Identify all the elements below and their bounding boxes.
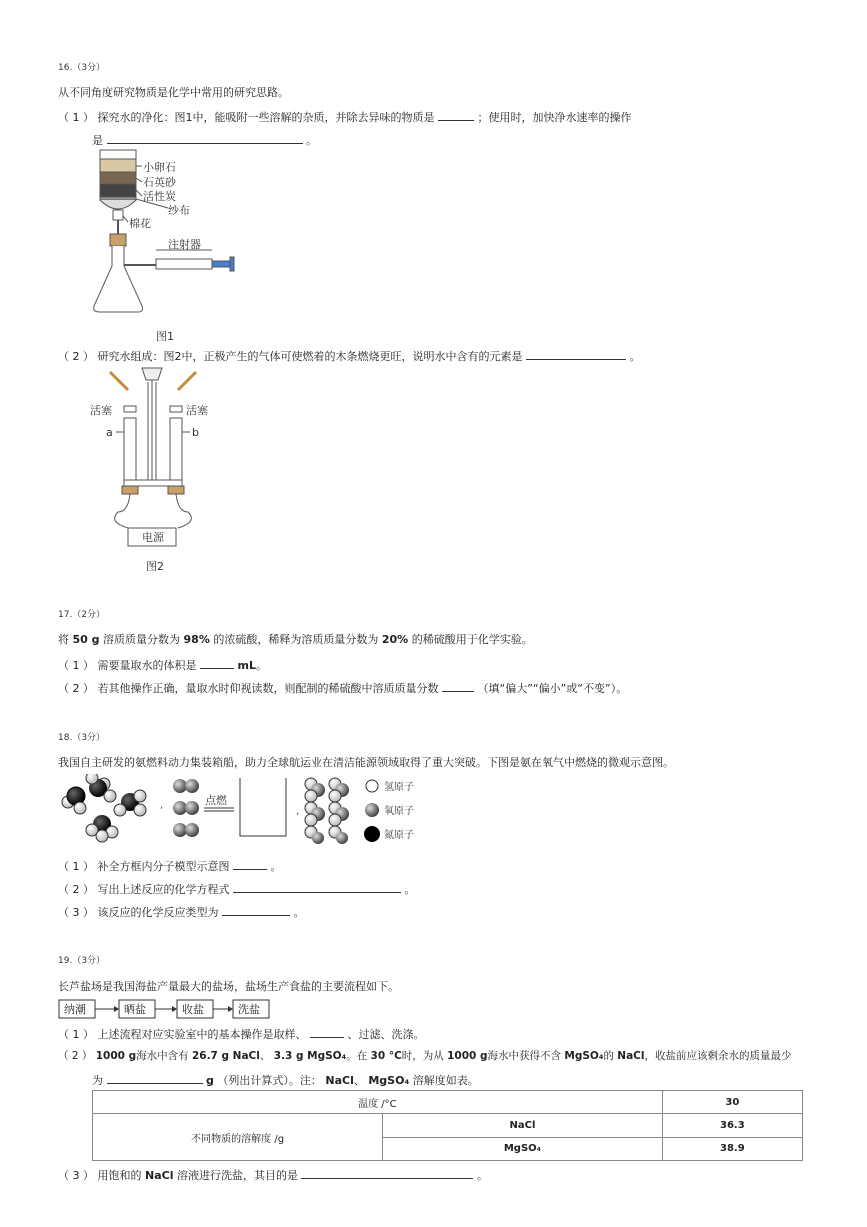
text: 的稀硫酸用于化学实验。 — [411, 633, 533, 646]
text: 海水中获得不含 — [487, 1050, 562, 1062]
table-cell-temperature: 30 — [662, 1091, 802, 1114]
oxygen-atom-icon — [365, 803, 379, 817]
text: 溶解度如表。 — [412, 1074, 479, 1087]
answer-blank[interactable] — [438, 109, 474, 121]
label-quartz-sand: 石英砂 — [143, 176, 176, 189]
arrow-right-icon — [228, 1006, 233, 1012]
question-19-part-2 — [58, 1049, 791, 1063]
syringe-barrel — [156, 259, 212, 269]
figure-2-electrolysis — [88, 362, 228, 576]
question-17-intro — [58, 633, 533, 647]
part-number: （ 3 ） — [58, 906, 94, 919]
value: MgSO₄ — [564, 1050, 604, 1062]
legend-oxygen: 氧原子 — [384, 806, 414, 817]
part-number: （ 1 ） — [58, 860, 94, 873]
label-valve-left: 活塞 — [90, 404, 112, 417]
table-row — [93, 1114, 803, 1138]
syringe-plunger — [212, 261, 230, 267]
label-power: 电源 — [142, 531, 164, 544]
question-18-part-2 — [58, 881, 416, 897]
part-text: 若其他操作正确，量取水时仰视读数，则配制的稀硫酸中溶质质量分数 — [97, 682, 439, 695]
label-tube-a: a — [106, 426, 113, 439]
part-number: （ 1 ） — [58, 659, 94, 672]
svg-text:,: , — [160, 800, 164, 811]
question-19-part-3 — [58, 1167, 488, 1183]
answer-blank[interactable] — [233, 858, 267, 870]
percent-value: 98% — [183, 633, 210, 646]
part-text-cont: 是 — [92, 134, 103, 147]
text: 的 — [603, 1050, 614, 1062]
answer-blank[interactable] — [301, 1167, 473, 1179]
answer-blank[interactable] — [233, 881, 401, 893]
legend — [364, 780, 414, 842]
salt-production-flow — [58, 998, 278, 1022]
table-row — [93, 1091, 803, 1114]
part-number: （ 1 ） — [58, 1028, 94, 1041]
pebbles-layer — [100, 159, 136, 172]
hydrogen-atom-icon — [366, 780, 378, 792]
value: NaCl — [325, 1074, 354, 1087]
question-19-header: 19.（3分） — [58, 956, 106, 966]
answer-box[interactable] — [240, 778, 286, 836]
part-number: （ 2 ） — [58, 1050, 93, 1062]
text: 、 — [353, 1074, 365, 1087]
value: 1000 g — [447, 1050, 488, 1062]
label-gauze: 纱布 — [168, 204, 190, 217]
question-18-intro: 我国自主研发的氨燃料动力集装箱船，助力全球航运业在清洁能源领域取得了重大突破。下图是氨在氧气中燃烧的微观示意图。 — [58, 756, 674, 769]
answer-blank[interactable] — [310, 1026, 344, 1038]
ammonia-molecule — [114, 790, 146, 816]
question-16-part-1 — [58, 109, 632, 125]
period: 。 — [255, 659, 267, 672]
part-number: （ 1 ） — [58, 111, 94, 124]
figure-1-water-filter — [86, 148, 256, 346]
question-18-part-3 — [58, 904, 305, 920]
flow-step-label: 纳潮 — [64, 1003, 86, 1016]
text: 溶液进行洗盐，其目的是 — [176, 1169, 298, 1182]
label-pebbles: 小卵石 — [143, 161, 176, 174]
tube-a — [124, 418, 136, 484]
flow-step-label: 收盐 — [182, 1003, 204, 1016]
table-cell-solubility: 38.9 — [662, 1137, 802, 1161]
question-17-header: 17.（2分） — [58, 610, 106, 620]
label-tube-b: b — [192, 426, 199, 439]
table-cell-substance: NaCl — [383, 1114, 662, 1138]
arrow-right-icon — [172, 1006, 177, 1012]
question-19-intro: 长芦盐场是我国海盐产量最大的盐场，盐场生产食盐的主要流程如下。 — [58, 980, 399, 993]
answer-blank[interactable] — [526, 348, 626, 360]
svg-text:,: , — [296, 806, 300, 817]
part-number: （ 3 ） — [58, 1169, 94, 1182]
reaction-condition: 点燃 — [205, 794, 227, 807]
ammonia-molecule — [86, 774, 116, 802]
answer-blank[interactable] — [222, 904, 290, 916]
period: 。 — [306, 134, 317, 147]
value: NaCl — [145, 1169, 174, 1182]
product-molecules — [305, 778, 349, 844]
table-row-label: 不同物质的溶解度 /g — [93, 1114, 383, 1161]
oxygen-molecules — [173, 779, 199, 837]
table-cell-solubility: 36.3 — [662, 1114, 802, 1138]
period: 。 — [270, 860, 282, 873]
part-number: （ 2 ） — [58, 682, 94, 695]
label-syringe: 注射器 — [168, 238, 201, 251]
value: 26.7 g NaCl — [191, 1050, 260, 1062]
nitrogen-atom-icon — [364, 826, 380, 842]
stopper — [110, 234, 126, 246]
period: 。 — [293, 906, 305, 919]
reaction-diagram — [58, 774, 428, 844]
period: 。 — [404, 883, 416, 896]
question-17-part-1 — [58, 657, 267, 673]
legend-hydrogen: 氢原子 — [384, 782, 414, 793]
question-17-part-2 — [58, 680, 627, 696]
value: MgSO₄ — [368, 1074, 410, 1087]
solubility-table — [92, 1090, 803, 1161]
cotton-plug — [113, 210, 123, 220]
valve-left — [124, 406, 136, 412]
unit: g — [206, 1074, 214, 1087]
label-valve-right: 活塞 — [186, 404, 208, 417]
figure-1-caption: 图1 — [156, 330, 174, 343]
valve-right — [170, 406, 182, 412]
value: NaCl — [617, 1050, 645, 1062]
part-text: 探究水的净化：图1中，能吸附一些溶解的杂质，并除去异味的物质是 — [97, 111, 435, 124]
part-text: 写出上述反应的化学方程式 — [97, 883, 230, 896]
question-18-header: 18.（3分） — [58, 733, 106, 743]
legend-nitrogen: 氮原子 — [384, 830, 414, 841]
answer-blank[interactable] — [107, 1072, 203, 1084]
text: 时，为从 — [401, 1050, 444, 1062]
table-cell-substance: MgSO₄ — [383, 1137, 662, 1161]
percent-value: 20% — [381, 633, 409, 646]
part-number: （ 2 ） — [58, 883, 94, 896]
quartz-sand-layer — [100, 172, 136, 184]
question-16-header: 16.（3分） — [58, 63, 106, 73]
value: 3.3 g MgSO₄ — [273, 1050, 347, 1062]
period: 。 — [629, 350, 641, 363]
question-16-part-1-cont — [92, 132, 317, 148]
text: 、 — [259, 1050, 271, 1062]
text: 将 — [58, 633, 69, 646]
figure-2-caption: 图2 — [146, 560, 164, 573]
activated-carbon-layer — [100, 184, 136, 197]
part-text-tail: （填“偏大”“偏小”或“不变”）。 — [477, 682, 628, 695]
part-number: （ 2 ） — [58, 350, 94, 363]
period: 。 — [476, 1169, 488, 1182]
text: 用饱和的 — [97, 1169, 142, 1182]
text: 溶质质量分数为 — [103, 633, 181, 646]
tube-b — [170, 418, 182, 484]
part-text: 该反应的化学反应类型为 — [97, 906, 219, 919]
answer-blank[interactable] — [107, 132, 303, 144]
answer-blank[interactable] — [200, 657, 234, 669]
arrow-right-icon — [114, 1006, 119, 1012]
text: （列出计算式）。注： — [217, 1074, 322, 1087]
ammonia-molecule — [86, 815, 118, 842]
part-text-tail: 、过滤、洗涤。 — [347, 1028, 425, 1041]
flask — [94, 246, 143, 312]
label-cotton: 棉花 — [129, 217, 151, 230]
value: 1000 g — [95, 1050, 137, 1062]
question-19-part-2-cont — [92, 1072, 479, 1088]
question-19-part-1 — [58, 1026, 425, 1042]
answer-blank[interactable] — [442, 680, 474, 692]
label-activated-carbon: 活性炭 — [143, 190, 176, 203]
text: ，收盐前应该剩余水的质量最少 — [644, 1050, 792, 1062]
part-text-mid: ；使用时，加快净水速率的操作 — [477, 111, 632, 124]
flow-step-label: 洗盐 — [238, 1003, 260, 1016]
text: 。在 — [346, 1050, 368, 1062]
part-text: 上述流程对应实验室中的基本操作是取样、 — [97, 1028, 307, 1041]
table-header-temperature: 温度 /°C — [93, 1091, 663, 1114]
part-text: 需要量取水的体积是 — [97, 659, 197, 672]
question-16-intro: 从不同角度研究物质是化学中常用的研究思路。 — [58, 86, 289, 99]
flow-step-label: 晒盐 — [124, 1003, 146, 1016]
mass-value: 50 g — [72, 633, 100, 646]
unit: mL — [237, 659, 256, 672]
value: 30 °C — [370, 1050, 402, 1062]
question-18-part-1 — [58, 858, 282, 874]
text: 的浓硫酸，稀释为溶质质量分数为 — [213, 633, 379, 646]
text: 海水中含有 — [136, 1050, 189, 1062]
part-text: 补全方框内分子模型示意图 — [97, 860, 230, 873]
text: 为 — [92, 1074, 103, 1087]
part-text: 研究水组成：图2中，正极产生的气体可使燃着的木条燃烧更旺，说明水中含有的元素是 — [97, 350, 523, 363]
